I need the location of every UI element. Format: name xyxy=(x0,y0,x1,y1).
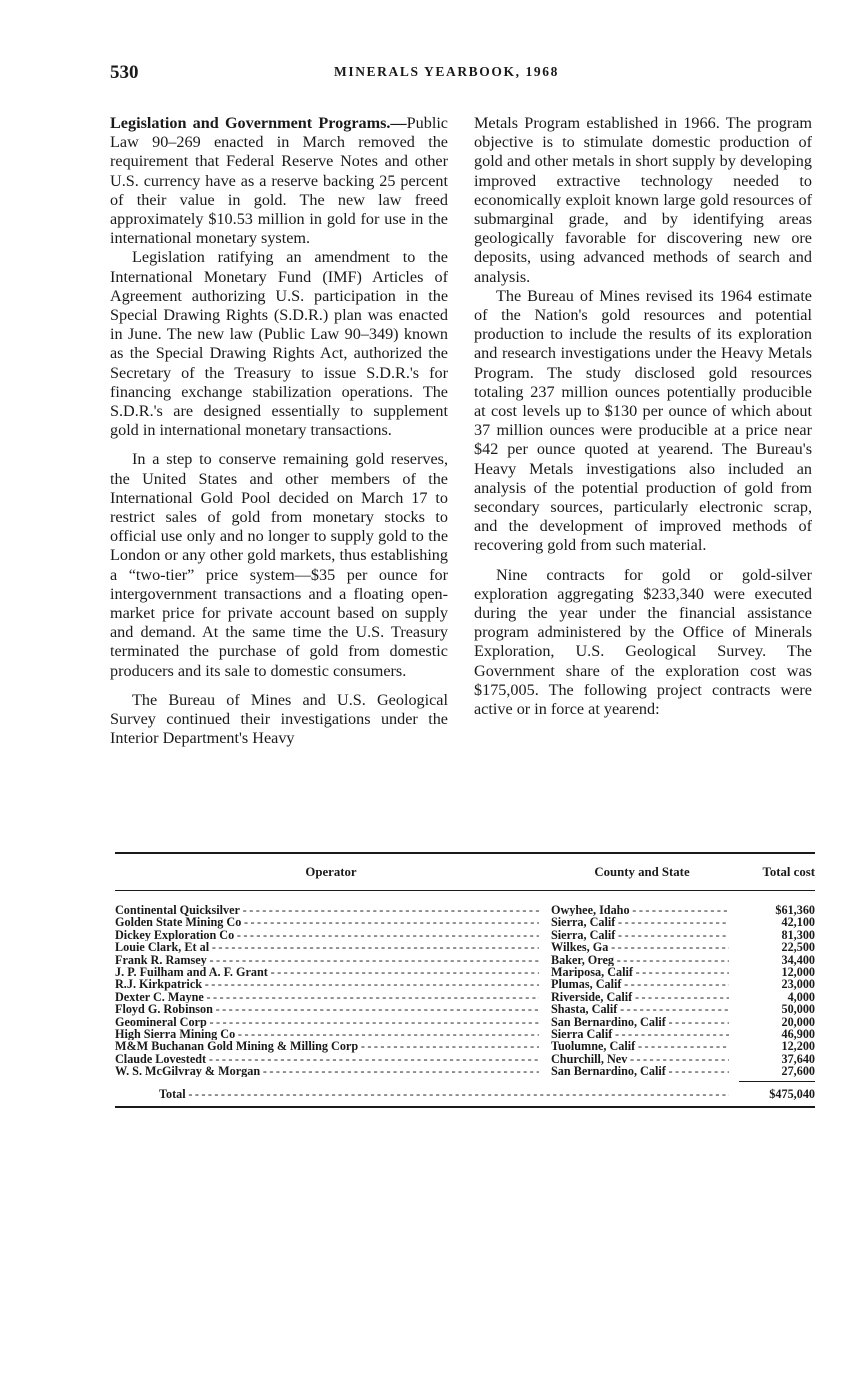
page-number: 530 xyxy=(110,62,139,83)
total-label xyxy=(115,1082,729,1106)
table-row xyxy=(115,1016,815,1028)
operator-name: J. P. Fuilham and A. F. Grant xyxy=(115,965,268,979)
table-bottom-rule xyxy=(115,1106,815,1108)
total-row xyxy=(115,1082,815,1106)
operator-name: Frank R. Ramsey xyxy=(115,953,207,966)
cost-cell: $61,360 xyxy=(775,903,815,917)
location-name: Sierra Calif xyxy=(551,1027,613,1041)
right-column xyxy=(474,114,812,719)
cost-cell: 34,400 xyxy=(781,952,815,967)
location-cell xyxy=(551,954,729,966)
location-name: San Bernardino, Calif xyxy=(551,1065,666,1078)
operator-name: R.J. Kirkpatrick xyxy=(115,978,203,991)
location-cell xyxy=(551,1028,729,1040)
table-row xyxy=(115,954,815,966)
running-title: MINERALS YEARBOOK, 1968 xyxy=(334,64,559,79)
location-cell xyxy=(551,1053,729,1065)
location-name: Shasta, Calif xyxy=(551,1003,618,1016)
cost-cell: 37,640 xyxy=(781,1051,815,1066)
paragraph: The Bureau of Mines and U.S. Geological Survey continued their investigations under the Interior Department's Heavy xyxy=(110,690,448,748)
table-row xyxy=(115,904,815,916)
operator-name: Claude Lovestedt xyxy=(115,1052,207,1066)
operator-cell xyxy=(115,966,539,978)
operator-cell xyxy=(115,904,539,916)
cost-cell: 50,000 xyxy=(781,1002,815,1017)
paragraph xyxy=(110,114,448,248)
location-cell xyxy=(551,991,729,1003)
operator-name: M&M Buchanan Gold Mining & Milling Corp xyxy=(115,1040,359,1053)
operator-cell xyxy=(115,1016,539,1028)
location-cell xyxy=(551,1016,729,1028)
location-name: Baker, Oreg xyxy=(551,953,614,966)
location-cell xyxy=(551,966,729,978)
header-operator: Operator xyxy=(305,864,357,879)
table-body xyxy=(115,891,815,1077)
table-row xyxy=(115,1040,815,1052)
location-name: Sierra, Calif xyxy=(551,916,616,929)
operator-name: Dickey Exploration Co xyxy=(115,928,235,942)
operator-name: Geomineral Corp xyxy=(115,1015,207,1028)
table-row xyxy=(115,929,815,941)
table-row xyxy=(115,941,815,953)
table-row xyxy=(115,1028,815,1040)
table-row xyxy=(115,1003,815,1015)
table-row xyxy=(115,966,815,978)
cost-cell: 22,500 xyxy=(781,940,815,955)
location-cell xyxy=(551,1065,729,1077)
table-row xyxy=(115,1053,815,1065)
paragraph-text: Public Law 90–269 enacted in March removed the requirement that Federal Reserve Notes and other U.S. currency have as a reserve backing 25 percent of their value in gold. The new law freed approximately $10.53 million in gold for use in the international monetary system. xyxy=(110,114,448,248)
operator-name: W. S. McGilvray & Morgan xyxy=(115,1065,261,1078)
table-row xyxy=(115,1065,815,1077)
location-name: Sierra, Calif xyxy=(551,928,616,942)
header-county-state: County and State xyxy=(594,864,690,879)
cost-cell: 12,000 xyxy=(781,964,815,979)
operator-name: High Sierra Mining Co xyxy=(115,1027,236,1041)
paragraph: Metals Program established in 1966. The program objective is to stimulate domestic production of gold and other metals in short supply by developing improved extractive technology needed to economically exploit known large gold resources of submarginal grade, and by identifying areas geologically favorable for discovering new ore deposits, using advanced methods of search and analysis. xyxy=(474,114,812,286)
location-name: Mariposa, Calif xyxy=(551,965,633,979)
total-label-text: Total xyxy=(159,1087,186,1102)
operator-name: Louie Clark, Et al xyxy=(115,941,210,954)
location-cell xyxy=(551,1003,729,1015)
operator-name: Continental Quicksilver xyxy=(115,904,240,917)
contracts-table xyxy=(115,852,815,1108)
operator-cell xyxy=(115,1028,539,1040)
operator-name: Dexter C. Mayne xyxy=(115,990,204,1004)
table-header xyxy=(115,854,815,890)
location-cell xyxy=(551,978,729,990)
location-name: Riverside, Calif xyxy=(551,990,633,1004)
paragraph: Nine contracts for gold or gold-silver exploration aggregating $233,340 were executed during the year under the financial assistance program administered by the Office of Minerals Exploration, U.S. Geological Survey. The Government share of the exploration cost was $175,005. The following project contracts were active or in force at yearend: xyxy=(474,565,812,719)
cost-cell: 23,000 xyxy=(781,977,815,992)
location-name: Tuolumne, Calif xyxy=(551,1040,636,1053)
location-cell xyxy=(551,916,729,928)
operator-cell xyxy=(115,941,539,953)
location-name: Churchill, Nev xyxy=(551,1052,628,1066)
operator-cell xyxy=(115,929,539,941)
paragraph: The Bureau of Mines revised its 1964 estimate of the Nation's gold resources and potential production to include the results of its exploration and research investigations under the Heavy Metals Program. The study disclosed gold resources totaling 237 million ounces potentially producible at cost levels up to $130 per ounce of which about 37 million ounces were producible at a price near $42 per ounce quoted at yearend. The Bureau's Heavy Metals investigations also included an analysis of the potential production of gold from secondary sources, particularly electronic scrap, and the development of improved methods of recovering gold from such material. xyxy=(474,286,812,555)
location-cell xyxy=(551,941,729,953)
header-total-cost: Total cost xyxy=(762,864,815,879)
location-cell xyxy=(551,1040,729,1052)
cost-cell: 12,200 xyxy=(781,1039,815,1054)
cost-cell: 20,000 xyxy=(781,1014,815,1029)
operator-cell xyxy=(115,978,539,990)
operator-cell xyxy=(115,916,539,928)
location-name: Owyhee, Idaho xyxy=(551,904,630,917)
cost-cell: 81,300 xyxy=(781,927,815,942)
operator-cell xyxy=(115,1040,539,1052)
table-row xyxy=(115,916,815,928)
left-column xyxy=(110,114,448,749)
location-cell xyxy=(551,904,729,916)
location-name: Wilkes, Ga xyxy=(551,941,609,954)
location-cell xyxy=(551,929,729,941)
operator-cell xyxy=(115,991,539,1003)
table-row xyxy=(115,991,815,1003)
section-heading: Legislation and Government Programs.— xyxy=(110,114,407,132)
cost-cell: 4,000 xyxy=(787,989,815,1004)
cost-cell: 27,600 xyxy=(781,1064,815,1079)
operator-cell xyxy=(115,1003,539,1015)
operator-cell xyxy=(115,1053,539,1065)
operator-name: Floyd G. Robinson xyxy=(115,1003,213,1016)
cost-cell: 46,900 xyxy=(781,1026,815,1041)
paragraph: In a step to conserve remaining gold reserves, the United States and other members of the International Gold Pool decided on March 17 to restrict sales of gold from monetary stocks to official use only and no longer to supply gold to the London or any other gold markets, thus establishing a “two-tier” price system—$35 per ounce for intergovernment transactions and a floating open-market price for private account based on supply and demand. At the same time the U.S. Treasury terminated the purchase of gold from domestic producers and its sale to domestic consumers. xyxy=(110,450,448,680)
operator-name: Golden State Mining Co xyxy=(115,916,242,929)
cost-cell: 42,100 xyxy=(781,915,815,930)
operator-cell xyxy=(115,1065,539,1077)
operator-cell xyxy=(115,954,539,966)
paragraph: Legislation ratifying an amendment to the International Monetary Fund (IMF) Articles of Agreement authorizing U.S. participation in the Special Drawing Rights (S.D.R.) plan was enacted in June. The new law (Public Law 90–349) known as the Special Drawing Rights Act, authorized the Secretary of the Treasury to issue S.D.R.'s for financing exchange stabilization operations. The S.D.R.'s are designed essentially to supplement gold in international monetary transactions. xyxy=(110,248,448,440)
table-row xyxy=(115,978,815,990)
location-name: Plumas, Calif xyxy=(551,978,622,991)
location-name: San Bernardino, Calif xyxy=(551,1015,666,1028)
total-value: $475,040 xyxy=(769,1087,815,1102)
